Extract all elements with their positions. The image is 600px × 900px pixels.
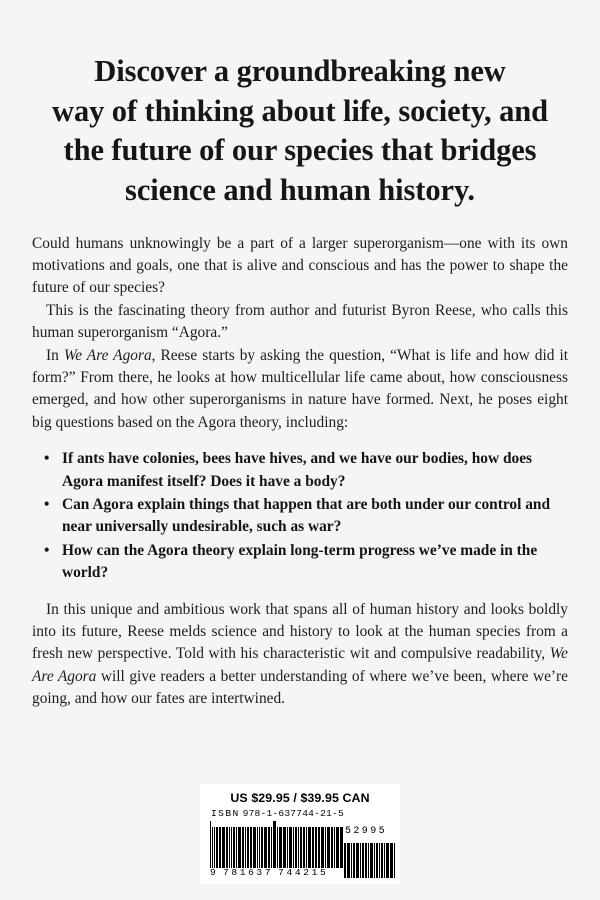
barcode-bar bbox=[368, 843, 369, 878]
barcode-bar bbox=[247, 827, 249, 868]
barcode-bar bbox=[271, 827, 272, 868]
barcode-bar bbox=[300, 827, 302, 868]
barcode-bar bbox=[229, 827, 230, 868]
barcode-bar bbox=[315, 827, 317, 868]
barcode-bar bbox=[250, 827, 252, 868]
barcode-bar bbox=[370, 843, 373, 878]
barcode-bar bbox=[340, 827, 343, 868]
ean13-barcode bbox=[210, 821, 344, 878]
bullet-marker-icon: • bbox=[44, 496, 50, 514]
paragraph-3-lead: In bbox=[46, 346, 64, 364]
ean5-bars-graphic bbox=[344, 838, 396, 878]
paragraph-1: Could humans unknowingly be a part of a larger superorganism—one with its own motivations and goals, one that is alive and conscious and has the power to shape the future of our species? bbox=[32, 234, 568, 297]
barcode-bar bbox=[347, 843, 350, 878]
list-item-text: If ants have colonies, bees have hives, and we have our bodies, how does Agora manifest itself? Does it have a body? bbox=[62, 450, 533, 490]
isbn-line bbox=[211, 808, 344, 819]
ean-digits-left: 781637 bbox=[223, 867, 274, 878]
paragraph-final bbox=[32, 599, 568, 711]
barcode-bar bbox=[327, 827, 330, 868]
bullet-marker-icon: • bbox=[44, 541, 50, 559]
barcode-bar bbox=[238, 827, 241, 868]
barcode-bar bbox=[362, 843, 364, 878]
barcode-bar bbox=[279, 827, 282, 868]
list-item bbox=[32, 494, 568, 539]
barcode-bar bbox=[365, 843, 367, 878]
barcode-bar bbox=[242, 827, 244, 868]
barcode-bar bbox=[298, 827, 299, 868]
barcode-bar bbox=[360, 843, 361, 878]
barcode-bar bbox=[384, 843, 385, 878]
addon-digits: 52995 bbox=[345, 826, 388, 837]
barcode-bar bbox=[253, 827, 256, 868]
barcode-bar bbox=[261, 827, 263, 868]
barcode-bar bbox=[312, 827, 314, 868]
barcode-bar bbox=[257, 827, 258, 868]
barcode-bar bbox=[245, 827, 246, 868]
questions-list bbox=[32, 448, 568, 584]
barcode-bar bbox=[344, 843, 346, 878]
ean-digits-right: 744215 bbox=[278, 867, 329, 878]
paragraph-3-rest: , Reese starts by asking the question, “What is life and how did it form?” From there, he looks at how multicellular life came about, how consciousness emerged, and how other superorganisms in nature have formed. Next, he poses eight big questions based on the Agora theory, including: bbox=[32, 346, 568, 431]
barcode-bar bbox=[295, 827, 297, 868]
list-item bbox=[32, 540, 568, 585]
barcode-bar bbox=[321, 827, 324, 868]
barcode-bar bbox=[386, 843, 389, 878]
barcode-bar bbox=[394, 843, 395, 878]
barcode-bar bbox=[289, 827, 292, 868]
barcode-bar bbox=[336, 827, 339, 868]
ean-digit-first: 9 bbox=[210, 867, 217, 878]
barcode-bar bbox=[273, 821, 276, 868]
book-title-italic: We Are Agora bbox=[63, 346, 152, 364]
barcode-bar bbox=[303, 827, 305, 868]
headline-line-3: the future of our species that bridges bbox=[63, 133, 537, 168]
barcode-bar bbox=[212, 827, 213, 868]
barcode-bar bbox=[306, 827, 307, 868]
barcode-bar bbox=[334, 827, 335, 868]
barcode-bar bbox=[231, 827, 232, 868]
headline-line-2: way of thinking about life, society, and bbox=[52, 93, 548, 128]
headline-line-1: Discover a groundbreaking new bbox=[94, 54, 506, 88]
bullet-marker-icon: • bbox=[44, 450, 50, 468]
barcode-bar bbox=[308, 827, 311, 868]
barcode-bar bbox=[236, 827, 237, 868]
barcode-bar bbox=[379, 843, 380, 878]
barcode-bar bbox=[318, 827, 320, 868]
barcode-bar bbox=[233, 827, 235, 868]
headline bbox=[32, 0, 568, 211]
barcode-bar bbox=[390, 843, 393, 878]
paragraph-final-rest: will give readers a better understanding of where we’ve been, where we’re going, and how our fates are intertwined. bbox=[32, 667, 568, 708]
paragraph-3 bbox=[32, 345, 568, 435]
paragraph-final-lead: In this unique and ambitious work that spans all of human history and looks boldly into its future, Reese melds science and history to look at the human species from a fresh new perspective. Told with his characteristic wit and compulsive readability, bbox=[32, 600, 568, 663]
barcode-bar bbox=[374, 843, 375, 878]
barcode-bar bbox=[356, 843, 359, 878]
barcode-bar bbox=[226, 827, 228, 868]
list-item bbox=[32, 448, 568, 493]
barcode-bar bbox=[283, 827, 286, 868]
barcode-bar bbox=[259, 827, 260, 868]
isbn-number: 978-1-637744-21-5 bbox=[242, 808, 344, 819]
barcode-bar bbox=[214, 827, 215, 868]
barcode-bar bbox=[219, 827, 221, 868]
barcode-bar bbox=[331, 827, 333, 868]
barcode-bar bbox=[293, 827, 294, 868]
paragraph-2: This is the fascinating theory from author and futurist Byron Reese, who calls this human superorganism “Agora.” bbox=[32, 301, 568, 342]
barcode-bars-row bbox=[206, 821, 394, 878]
barcode-bar bbox=[381, 843, 383, 878]
barcode-bar bbox=[216, 827, 218, 868]
barcode-bar bbox=[353, 843, 355, 878]
ean13-bars-graphic bbox=[210, 821, 344, 868]
ean13-digits bbox=[210, 867, 328, 878]
barcode-zone bbox=[0, 784, 600, 884]
barcode-bar bbox=[351, 843, 352, 878]
headline-line-4: science and human history. bbox=[125, 172, 475, 207]
barcode-bar bbox=[376, 843, 378, 878]
barcode-bar bbox=[287, 827, 288, 868]
barcode-bar bbox=[277, 827, 278, 868]
barcode-bar bbox=[325, 827, 326, 868]
price-label: US $29.95 / $39.95 CAN bbox=[230, 791, 370, 805]
ean5-addon-barcode bbox=[344, 826, 396, 878]
barcode-bar bbox=[222, 827, 225, 868]
barcode-card bbox=[200, 784, 400, 884]
barcode-bar bbox=[264, 827, 267, 868]
body-copy bbox=[32, 233, 568, 711]
barcode-bar bbox=[210, 821, 211, 868]
list-item-text: How can the Agora theory explain long-term progress we’ve made in the world? bbox=[62, 541, 538, 582]
book-title-italic: We Are Agora bbox=[32, 645, 568, 685]
barcode-bar bbox=[268, 827, 270, 868]
list-item-text: Can Agora explain things that happen that are both under our control and near universally undesirable, such as war? bbox=[62, 496, 551, 536]
isbn-label: ISBN bbox=[211, 808, 240, 819]
